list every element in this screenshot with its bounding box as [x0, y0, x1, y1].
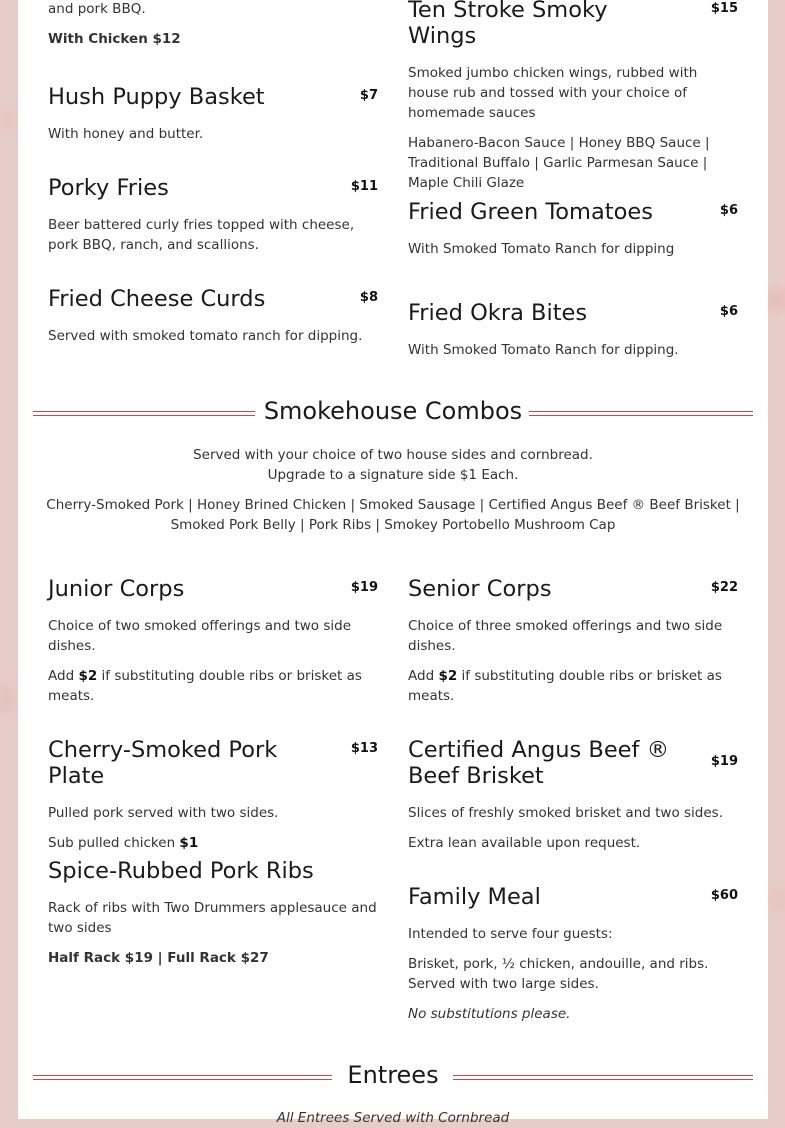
intro-line-2: Upgrade to a signature side $1 Each.: [267, 467, 519, 483]
section-header-combos: [33, 395, 753, 435]
intro-line-1: Served with your choice of two house sides and cornbread.: [193, 447, 593, 463]
item-upgrade-note: Add $2 if substituting double ribs or brisket as meats.: [48, 668, 362, 704]
item-name: Certified Angus Beef ® Beef Brisket: [408, 737, 670, 789]
menu-item-junior-corps: [48, 576, 378, 706]
item-price: $6: [719, 203, 738, 218]
item-name: Junior Corps: [48, 576, 185, 602]
combos-intro: [33, 445, 753, 485]
menu-item-hush-puppy: [48, 84, 378, 144]
item-description: Served with smoked tomato ranch for dipping.: [48, 328, 363, 344]
menu-item-senior-corps: [408, 576, 738, 706]
item-price: $11: [350, 179, 378, 194]
item-name: Porky Fries: [48, 175, 169, 201]
item-description: Choice of two smoked offerings and two side dishes.: [48, 618, 351, 654]
item-price: $60: [710, 888, 738, 903]
item-description: and pork BBQ.: [48, 1, 146, 17]
combos-meat-options: [33, 495, 753, 535]
item-name: Senior Corps: [408, 576, 552, 602]
item-name: Cherry-Smoked Pork Plate: [48, 737, 278, 789]
item-price: $19: [350, 580, 378, 595]
item-price: $19: [710, 754, 738, 769]
menu-item-brisket: [408, 737, 738, 853]
item-price: $15: [710, 1, 738, 16]
item-name: Fried Cheese Curds: [48, 286, 266, 312]
item-name: Ten Stroke Smoky Wings: [408, 0, 608, 49]
menu-item-fried-cheese-curds: [48, 286, 378, 346]
item-upgrade-note: Add $2 if substituting double ribs or brisket as meats.: [408, 668, 722, 704]
item-description: With Smoked Tomato Ranch for dipping: [408, 241, 675, 257]
menu-item-pulled-pork-partial: [48, 0, 378, 49]
section-header-entrees: [33, 1059, 753, 1099]
item-substitution: Sub pulled chicken $1: [48, 835, 199, 851]
menu-item-fried-green-tomatoes: [408, 199, 738, 259]
item-name: Fried Okra Bites: [408, 300, 588, 326]
item-description: Smoked jumbo chicken wings, rubbed with house rub and tossed with your choice of homemade sauces: [408, 65, 698, 121]
entrees-subtitle: All Entrees Served with Cornbread: [276, 1110, 510, 1126]
section-title: Entrees: [347, 1061, 439, 1089]
item-description: Rack of ribs with Two Drummers applesauce and two sides: [48, 900, 377, 936]
item-sizes: Half Rack $19 | Full Rack $27: [48, 950, 269, 966]
section-title: Smokehouse Combos: [263, 397, 523, 425]
item-note: No substitutions please.: [408, 1006, 571, 1022]
item-description: Slices of freshly smoked brisket and two sides.: [408, 805, 723, 821]
item-price: $6: [719, 304, 738, 319]
item-description: Beer battered curly fries topped with cheese, pork BBQ, ranch, and scallions.: [48, 217, 355, 253]
item-name: Hush Puppy Basket: [48, 84, 265, 110]
item-description: With honey and butter.: [48, 126, 204, 142]
item-price: $7: [359, 88, 378, 103]
item-option: With Chicken $12: [48, 31, 181, 47]
item-description: Pulled pork served with two sides.: [48, 805, 279, 821]
item-name: Fried Green Tomatoes: [408, 199, 653, 225]
item-note: Extra lean available upon request.: [408, 835, 641, 851]
item-description: With Smoked Tomato Ranch for dipping.: [408, 342, 679, 358]
item-price: $8: [359, 290, 378, 305]
menu-item-porky-fries: [48, 175, 378, 255]
menu-item-smoky-wings: [408, 0, 738, 193]
item-price: $22: [710, 580, 738, 595]
menu-item-fried-okra-bites: [408, 300, 738, 360]
item-sauces: Habanero-Bacon Sauce | Honey BBQ Sauce | Traditional Buffalo | Garlic Parmesan Sauce | Maple Chili Glaze: [408, 135, 710, 191]
item-name: Spice-Rubbed Pork Ribs: [48, 858, 314, 884]
meat-options-line-2: Smoked Pork Belly | Pork Ribs | Smokey Portobello Mushroom Cap: [170, 517, 616, 533]
meat-options-line-1: Cherry-Smoked Pork | Honey Brined Chicken | Smoked Sausage | Certified Angus Beef ® Beef Brisket |: [46, 497, 740, 513]
item-name: Family Meal: [408, 884, 541, 910]
menu-item-family-meal: [408, 884, 738, 1024]
item-price: $13: [350, 741, 378, 756]
item-contents: Brisket, pork, ½ chicken, andouille, and ribs. Served with two large sides.: [408, 956, 709, 992]
item-description: Choice of three smoked offerings and two side dishes.: [408, 618, 723, 654]
menu-item-pork-ribs: [48, 858, 378, 968]
menu-item-pork-plate: [48, 737, 378, 853]
item-description: Intended to serve four guests:: [408, 926, 613, 942]
